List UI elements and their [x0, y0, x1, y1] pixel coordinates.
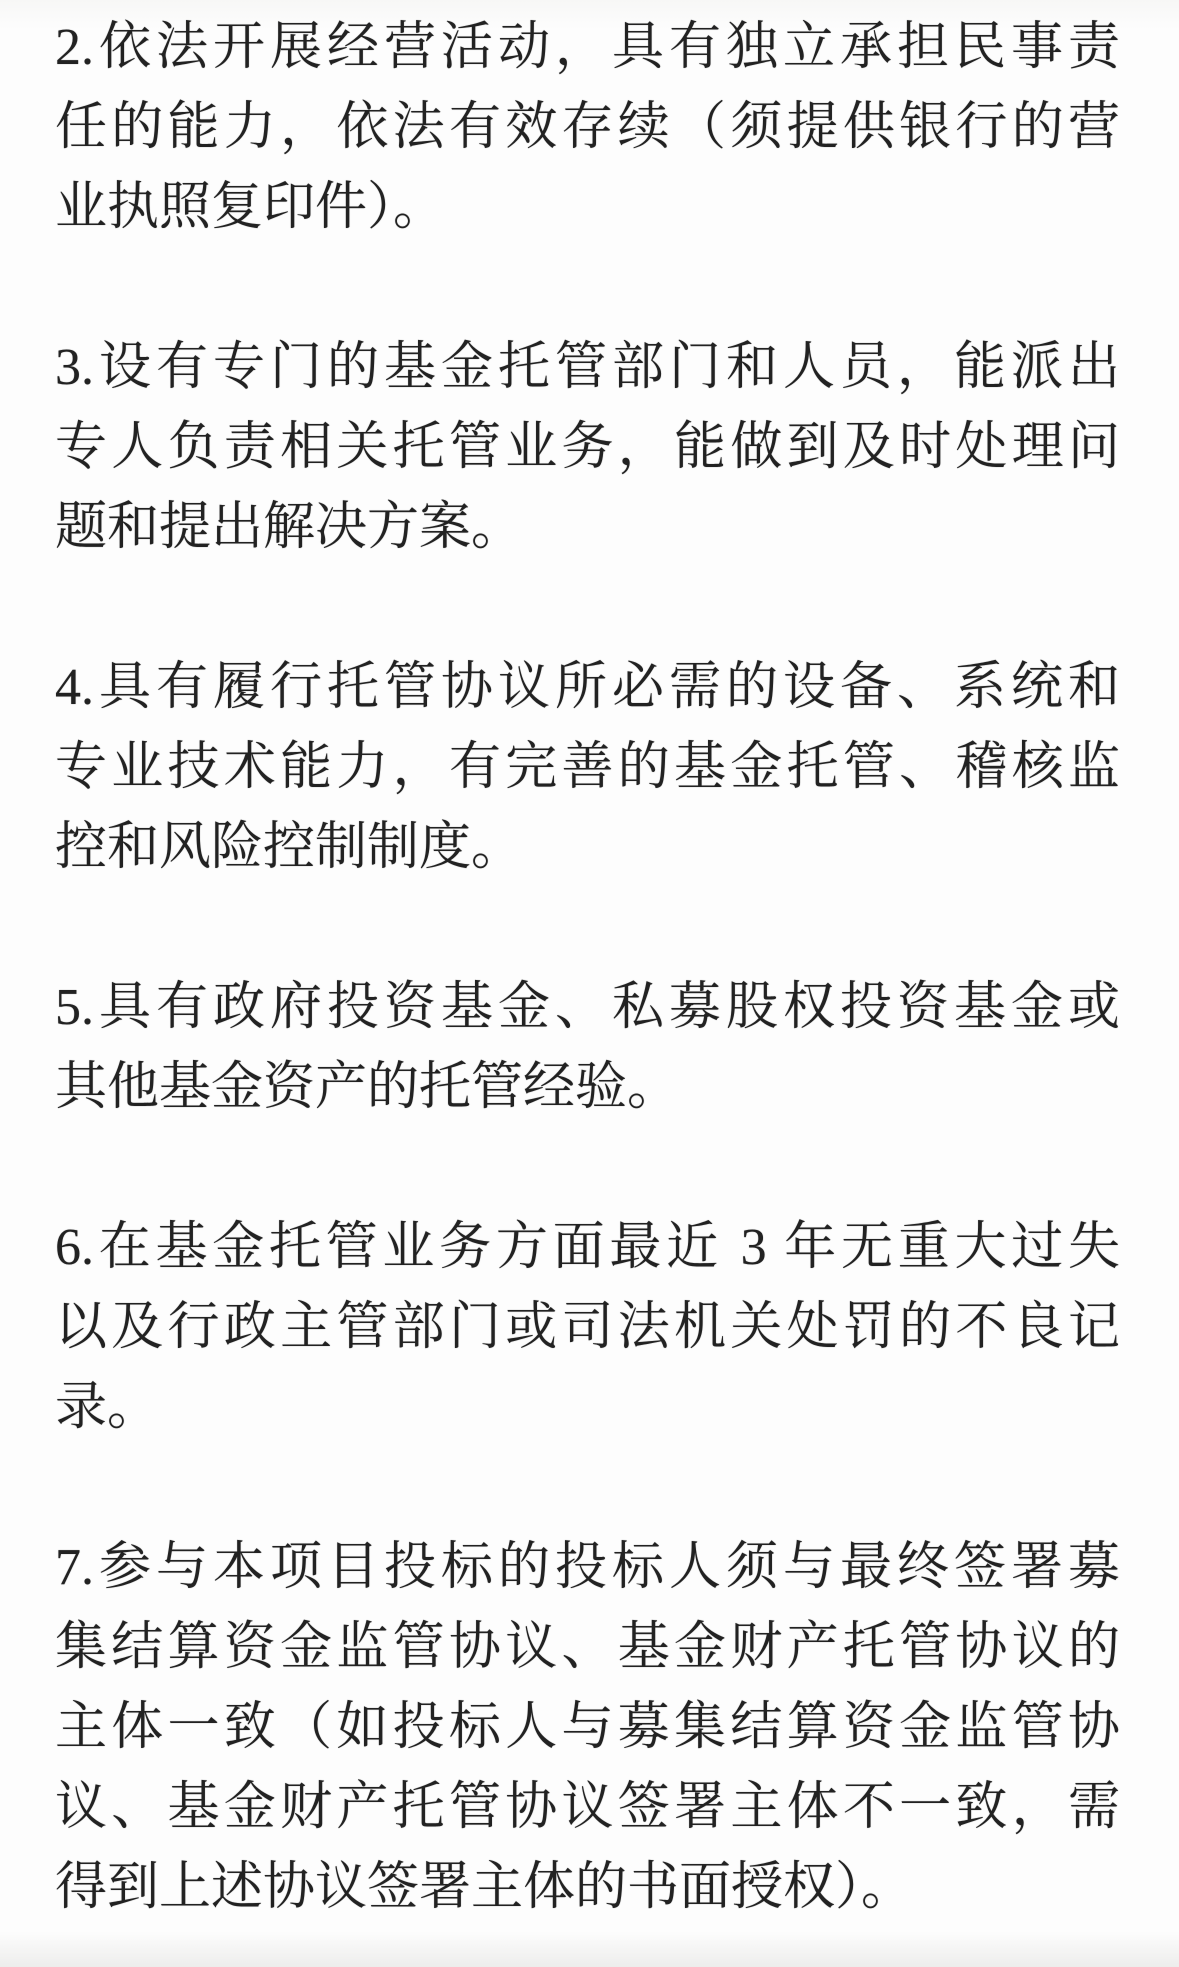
text-line: 题和提出解决方案。 [55, 499, 524, 556]
text-line: 集结算资金监管协议、基金财产托管协议的 [55, 1619, 1120, 1676]
requirement-item-6 [55, 1208, 1120, 1448]
text-line: 专人负责相关托管业务，能做到及时处理问 [55, 419, 1120, 476]
text-line: 议、基金财产托管协议签署主体不一致，需 [55, 1779, 1120, 1836]
text-line: 以及行政主管部门或司法机关处罚的不良记 [55, 1299, 1120, 1356]
text-line: 4.具有履行托管协议所必需的设备、系统和 [55, 659, 1120, 716]
requirement-item-7 [55, 1528, 1120, 1928]
text-line: 任的能力，依法有效存续（须提供银行的营 [55, 99, 1120, 156]
text-line: 7.参与本项目投标的投标人须与最终签署募 [55, 1539, 1120, 1596]
requirement-item-3 [55, 328, 1120, 568]
requirement-item-4 [55, 648, 1120, 888]
text-line: 主体一致（如投标人与募集结算资金监管协 [55, 1699, 1120, 1756]
requirement-item-2 [55, 8, 1120, 248]
text-line: 6.在基金托管业务方面最近 3 年无重大过失 [55, 1219, 1120, 1276]
text-line: 得到上述协议签署主体的书面授权）。 [55, 1859, 914, 1916]
text-line: 其他基金资产的托管经验。 [55, 1059, 680, 1116]
text-line: 3.设有专门的基金托管部门和人员，能派出 [55, 339, 1120, 396]
text-line: 2.依法开展经营活动，具有独立承担民事责 [55, 19, 1120, 76]
text-line: 专业技术能力，有完善的基金托管、稽核监 [55, 739, 1120, 796]
requirement-item-5 [55, 968, 1120, 1128]
text-line: 录。 [55, 1379, 160, 1436]
text-line: 业执照复印件）。 [55, 179, 446, 236]
text-line: 控和风险控制制度。 [55, 819, 524, 876]
text-line: 5.具有政府投资基金、私募股权投资基金或 [55, 979, 1120, 1036]
